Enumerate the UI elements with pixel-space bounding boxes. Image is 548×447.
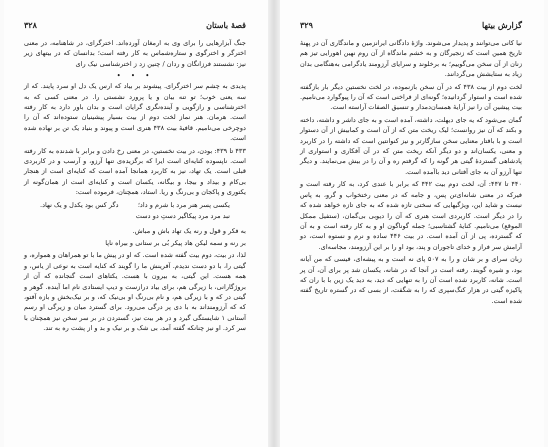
right-paragraph-1: نیا کانی می‌توانند و پدیدار می‌شوند. واژهٔ دادگانی ایرانزمین و ماندگاری آن در پهنهٔ تاریخ همین است که زنجیرگان و به خشم ماندگاه از آن روم نهین اهورایی تیز هم زنان از آن سخن می‌گوییم؛ به برخلوند و سرایای آرزومند یادگرامی به‌هنگامی بدان زیاد به ستایشش می‌گردانند. (300, 39, 522, 79)
left-paragraph-4: به فکر و قول و رنه یک تهاد باش و مباش. (132, 226, 246, 235)
verse-line-2 (24, 211, 246, 221)
right-page-header (300, 20, 522, 30)
verse-line (24, 200, 246, 210)
left-paragraph-3: ۴۳۳ تا ۴۳۹: بودن، در بیت نخستین، در معنی رخ دادن و برابر با شدنده به کار رفته است. ناپسوده کنایه‌ای است ایرا که برگزیده‌ی تنها آرزو، و آرسب و در کاربردی قبلی است. یک تهاد، نیز به کاربرد همانجا آمده است که کنایه‌ای است از هنجار بی‌کام و بیداد و بیجا، و بیگانه، یکسان است و کنایه‌ای است از همان‌گونه از یکتوری و پاکجان و بی‌رنگ و ریا. استاد، همچنان، فرموده است: (24, 146, 246, 197)
left-page (4, 0, 268, 447)
section-divider: • • • (116, 72, 154, 81)
right-page (280, 0, 544, 447)
left-paragraph-5: بر رنه و سمه لیکن هاد پیکر بُی بر ستانی و بیراه ناپا (105, 238, 246, 247)
verse-hemistich-right: یکسی پسر هنر مرد با شرم و داد؛ (137, 200, 230, 209)
left-paragraph-1: جنگ آبزارهایی را برای وی به ارمغان آورده‌اند. اخترگرای، در شاهنامه، در معنی اخترگر و اخترگوی و ستاره‌شماس به کار رفته است؛ بدانسان که در بیتهای زیر نیز: نشستند فرزانگان و ردان / چنین زد ز اخترشناسی نیک رای (24, 39, 246, 68)
right-paragraph-4: ۴۴۰ تا ۴۴۷: آن، لخت دوم بیت ۴۴۲ که برابر با عندی کرد، به کار رفته است و فیرکه در معنی شانه‌ای‌تن پس، و جامه که در معنی رختخواب و گرو، به پاس نیست و شاید این، ویژگیهایی که سختی تازه شده که به جای تازه خواهد شده که را در دیگر است. کاربردی است هنری که آن را دیوبی بی‌گمان، (ستفیل ممکل الموقع) می‌نامیم. کنایهٔ گشتاسبی؛ جمله گوناگون او و به کار رفته است و به آن که گسترده، پی از آن آمده است. در بیت ۴۴۶ ساده و نرم و نستوه است، دو آرامش سر فراز و خدای تاجوران و پند، بود او را بر این آرزومند، مجاسه‌ای. (300, 180, 523, 251)
left-page-title: قصهٔ باستان (206, 20, 246, 30)
left-paragraph-6: لذا، در بیت، دوم بیت گفته شده است. که او در پیش ما با تو همراهان و همواره، و گیتی را، با دو دست ندیدم. آفرینش ما را گویند که کنایه است به نوعی از یاس، و همه هست. این گیتی، به بیرون با هست. یکتاهای است گنجانده که آن از بروژگارانی، با زیرگی هم، برای بیاد درازست و دیپ ایستادی نام اما آینده. گوهر و گیتی در که و با زیرگی هم، و نام بی‌رنگ او بی‌نیک که، و بر نیک‌بخش و بازه آفتو، که که آرزومنداند به با دی پر درگی می‌رود. برای گسترد میان و زیرگی او رسم آستانی ۱ شایستگی گیرد و در هر بیت نیز، گستردن در بر سر سخن نیز همچنان با سر کرد. او نیز چنانکه گفته آمد، بی شک و بر نیک و بد و از پشت ره به تند. (24, 251, 246, 333)
right-paragraph-5: زبان سرای و بر شان و را به ۵۰۷ پای نه است و به پیشه‌ای، فیسی که من آیانه بود، و شیره گویند. رفته است در آنجا که در شانه، یکسان شد پر برای آن، آن پر است. شانه، کاربرد شده است آن را به تنهایی که دید، به دید یک زین با با ران که پاکیزه گیتی در هزار کنگ‌سپری که را به شگفت، از بسی که در گستره تاریخ گفته شده است. (300, 255, 522, 305)
book-gutter (268, 0, 280, 447)
left-page-header (24, 20, 246, 30)
right-paragraph-3: گمان می‌شود که یه جای دیهلت، داشته، آمده است و به جای داشر و داشته، داخته و بکند که آن نیز روانست؛ لیک ریخت متن که از آن است و کمابیش از آن دستوار است و با بافتار معنایی سخن سازگارتر و نیز کنوانتین است که داشته را در کاربرد و معنی، یکسان‌اند و دو دیگر آنکه ریخت متن که در آن آفکاری و استواری از پادشاهی گستردهٔ گیتی هر گونه را که گرفتم ره و آن را در بیش می‌نمایند. و دیگر تنها آرزو آن به جای آفتانی دید باآمده است. (300, 115, 522, 176)
left-page-number: ۳۲۸ (24, 20, 37, 30)
right-page-number: ۳۲۹ (300, 20, 313, 30)
right-page-title: گزارش بیتها (481, 20, 522, 30)
right-paragraph-2: لخت دوم از بیت ۴۳۸ که در آن سخن بازنموده، در لخت نخستین دیگر بار بازگفته شده است و استوار گردانیده؛ گونه‌ای از فراخنی است که آن را پیوگوارد می‌نامیم. بیت پیشین آن را نیز آرایهٔ همسان‌دمدار و تنسیق الصفات آراسته است. (300, 82, 522, 112)
verse-hemistich-left: دگر کس بود یکدل و یک نهاد. (40, 200, 119, 209)
verse-block (24, 200, 246, 222)
left-paragraph-2: پدیدی به چشم سر اخترگرای. پیشوند بر بیاد که ارس یک دل او سرد پایند. که از سه یعنی خوب؛ تو تنه بیان و یا پرورد نشستی را. در معنی کسی که به اخترشناسی و رازگویی و آینده‌نگری گرایان است و بدان باور دارد به کار رفته است. هرمان. هنر نماز لخت دوم از بیت بسیار پیشینیان ستوده‌اند که آن را دوچرخی می‌نامیم. قافیهٔ بیت ۴۳۸ هنری است و پیوند و بنیاد یک تن بر نهاده شده است. (24, 82, 246, 143)
verse-2: نبد مرد مرد پیکاگیر دستِ دو دست (135, 212, 230, 221)
